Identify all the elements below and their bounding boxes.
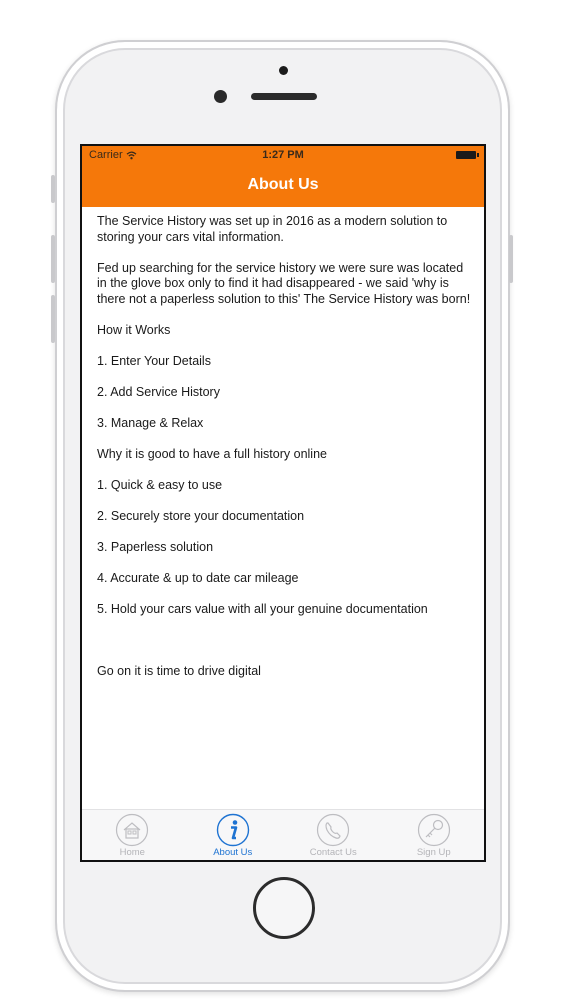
front-camera bbox=[214, 90, 227, 103]
app-screen bbox=[80, 144, 486, 862]
heading-why-online: Why it is good to have a full history online bbox=[97, 446, 327, 461]
status-time: 1:27 PM bbox=[262, 149, 304, 161]
list-item: 3. Manage & Relax bbox=[97, 415, 204, 430]
list-item: 5. Hold your cars value with all your genuine documentation bbox=[97, 601, 428, 616]
tab-label: Contact Us bbox=[309, 847, 357, 858]
tab-sign-up[interactable] bbox=[384, 810, 485, 860]
phone-icon bbox=[316, 813, 350, 847]
tab-bar bbox=[82, 809, 484, 860]
side-button-left-low bbox=[51, 295, 55, 343]
home-button[interactable] bbox=[253, 877, 315, 939]
side-button-left-top bbox=[51, 175, 55, 203]
key-icon bbox=[417, 813, 451, 847]
home-icon bbox=[115, 813, 149, 847]
carrier-label: Carrier bbox=[89, 149, 123, 161]
list-item: 3. Paperless solution bbox=[97, 539, 214, 554]
camera-dot bbox=[279, 66, 288, 75]
tab-contact-us[interactable] bbox=[283, 810, 384, 860]
paragraph-intro: The Service History was set up in 2016 as a modern solution to storing your cars vital information. bbox=[97, 214, 448, 244]
closing-line: Go on it is time to drive digital bbox=[97, 663, 261, 678]
list-item: 2. Add Service History bbox=[97, 384, 220, 399]
spacer bbox=[97, 633, 472, 664]
battery-icon bbox=[456, 151, 476, 159]
side-button-right bbox=[509, 235, 513, 283]
header-bar bbox=[82, 146, 484, 207]
earpiece-speaker bbox=[251, 93, 317, 100]
tab-label: Sign Up bbox=[416, 847, 451, 858]
list-item: 4. Accurate & up to date car mileage bbox=[97, 570, 299, 585]
list-item: 1. Quick & easy to use bbox=[97, 477, 223, 492]
paragraph-story: Fed up searching for the service history we were sure was located in the glove box only to find it had disappeared - we said 'why is there not a paperless solution to this' The Service History was born! bbox=[97, 260, 471, 306]
list-item: 1. Enter Your Details bbox=[97, 353, 211, 368]
tab-label: Home bbox=[119, 847, 145, 858]
info-icon bbox=[216, 813, 250, 847]
tab-home[interactable] bbox=[82, 810, 183, 860]
page-title: About Us bbox=[247, 176, 319, 193]
side-button-left-mid bbox=[51, 235, 55, 283]
status-bar bbox=[82, 146, 484, 164]
list-item: 2. Securely store your documentation bbox=[97, 508, 305, 523]
tab-label: About Us bbox=[213, 847, 253, 858]
tab-about-us[interactable] bbox=[183, 810, 284, 860]
about-content bbox=[97, 214, 472, 695]
heading-how-it-works: How it Works bbox=[97, 322, 171, 337]
